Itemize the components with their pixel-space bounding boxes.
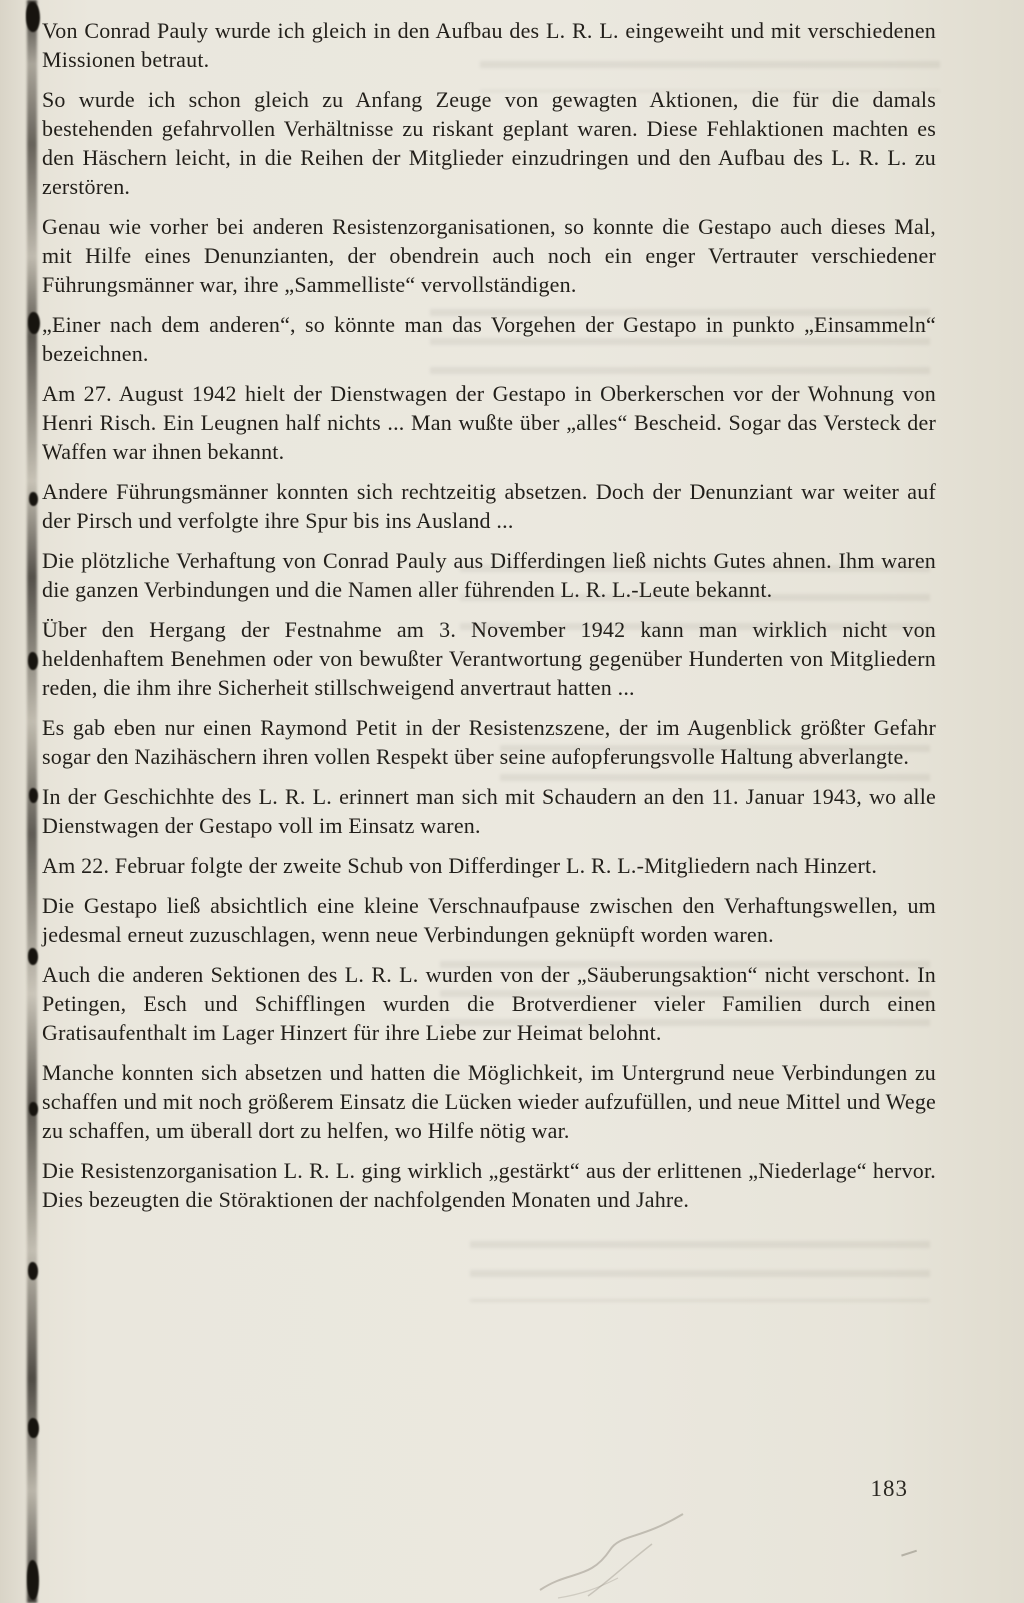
scan-smudge-artifact <box>901 1550 919 1563</box>
paragraph: Die Gestapo ließ absichtlich eine kleine Verschnaufpause zwischen den Verhaftungswellen, um jedesmal erneut zuzuschlagen, wenn neue Verbindungen geknüpft worden waren. <box>42 893 936 947</box>
paragraph: Am 27. August 1942 hielt der Dienstwagen der Gestapo in Oberkerschen vor der Wohnung von Henri Risch. Ein Leugnen half nichts ... Man wußte über „alles“ Bescheid. Sogar das Versteck der Waffen war ihnen bekannt. <box>42 381 936 464</box>
paragraph: So wurde ich schon gleich zu Anfang Zeuge von gewagten Aktionen, die für die damals bestehenden gefahrvollen Verhältnisse zu riskant geplant waren. Diese Fehlaktionen machten es den Häschern leicht, in die Reihen der Mitglieder einzudringen und den Aufbau des L. R. L. zu zerstören. <box>42 87 936 199</box>
scan-ink-blob <box>28 312 40 334</box>
paragraph: Auch die anderen Sektionen des L. R. L. wurden von der „Säuberungsaktion“ nicht verschont. In Petingen, Esch und Schifflingen wurden die Brotverdiener vieler Familien durch einen Gratisaufenthalt im Lager Hinzert für ihre Liebe zur Heimat belohnt. <box>42 962 936 1045</box>
scan-ink-blob <box>29 788 38 803</box>
paragraph: Von Conrad Pauly wurde ich gleich in den Aufbau des L. R. L. eingeweiht und mit verschiedenen Missionen betraut. <box>42 18 936 72</box>
page-number: 183 <box>870 1476 908 1501</box>
paragraph: Die plötzliche Verhaftung von Conrad Pauly aus Differdingen ließ nichts Gutes ahnen. Ihm waren die ganzen Verbindungen und die Namen aller führenden L. R. L.-Leute bekannt. <box>42 548 936 602</box>
page-text-block <box>42 16 936 1225</box>
paragraph: „Einer nach dem anderen“, so könnte man das Vorgehen der Gestapo in punkto „Einsammeln“ bezeichnen. <box>42 312 936 366</box>
pencil-mark-artifact <box>528 1508 698 1603</box>
scan-ink-blob <box>29 1102 38 1116</box>
scan-ink-blob <box>28 1262 38 1280</box>
paragraph: In der Geschichhte des L. R. L. erinnert man sich mit Schaudern an den 11. Januar 1943, wo alle Dienstwagen der Gestapo voll im Einsatz waren. <box>42 784 936 838</box>
paragraph: Manche konnten sich absetzen und hatten die Möglichkeit, im Untergrund neue Verbindungen zu schaffen und mit noch größerem Einsatz die Lücken wieder aufzufüllen, und neue Mittel und Wege zu schaffen, um überall dort zu helfen, wo Hilfe nötig war. <box>42 1060 936 1143</box>
paragraph: Die Resistenzorganisation L. R. L. ging wirklich „gestärkt“ aus der erlittenen „Niederlage“ hervor. Dies bezeugten die Störaktionen der nachfolgenden Monaten und Jahre. <box>42 1158 936 1212</box>
scan-ink-blob <box>29 492 38 506</box>
paragraph: Genau wie vorher bei anderen Resistenzorganisationen, so konnte die Gestapo auch dieses Mal, mit Hilfe eines Denunzianten, der obendrein auch noch ein enger Vertrauter verschiedener Führungsmänner war, ihre „Sammelliste“ vervollständigen. <box>42 214 936 297</box>
paragraph: Am 22. Februar folgte der zweite Schub von Differdinger L. R. L.-Mitgliedern nach Hinzert. <box>42 853 878 878</box>
scan-ink-blob <box>28 652 38 670</box>
scan-ink-blob <box>28 1418 39 1438</box>
bleedthrough-artifact <box>470 1232 930 1302</box>
scan-ink-blob <box>27 1560 39 1600</box>
paragraph: Andere Führungsmänner konnten sich rechtzeitig absetzen. Doch der Denunziant war weiter auf der Pirsch und verfolgte ihre Spur bis ins Ausland ... <box>42 479 936 533</box>
scan-ink-blob <box>28 948 38 965</box>
paragraph: Es gab eben nur einen Raymond Petit in der Resistenzszene, der im Augenblick größter Gefahr sogar den Nazihäschern ihren vollen Respekt über seine aufopferungsvolle Haltung abverlangte. <box>42 715 936 769</box>
paragraph: Über den Hergang der Festnahme am 3. November 1942 kann man wirklich nicht von heldenhaftem Benehmen oder von bewußter Verantwortung gegenüber Hunderten von Mitgliedern reden, die ihm ihre Sicherheit stillschweigend anvertraut hatten ... <box>42 617 936 700</box>
scan-ink-blob <box>26 2 40 32</box>
